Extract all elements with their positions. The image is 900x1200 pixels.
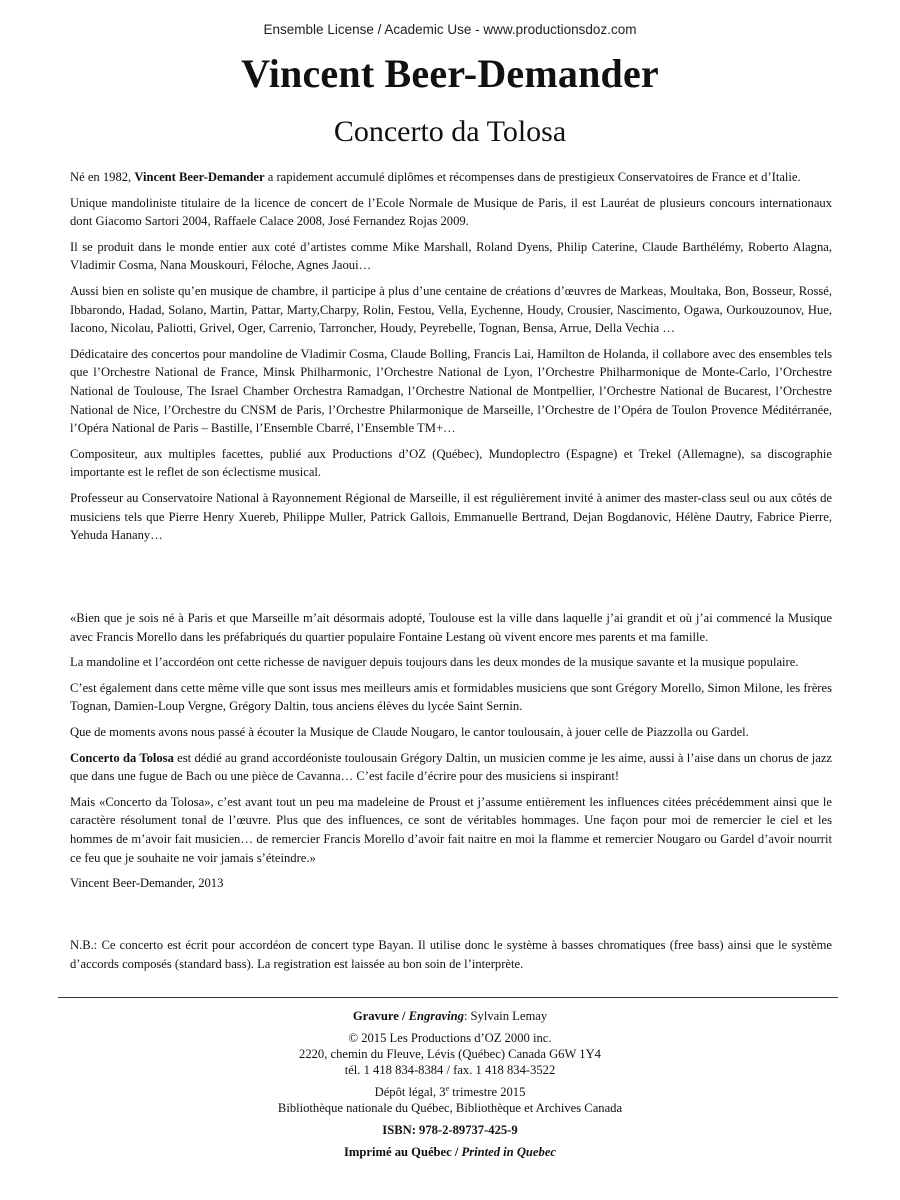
license-notice: Ensemble License / Academic Use - www.productionsdoz.com <box>263 22 637 37</box>
bio-paragraph: Professeur au Conservatoire National à Rayonnement Régional de Marseille, il est régulièrement invité à animer des master-class seul ou aux côtés de musiciens tels que Pierre Henry Xuereb, Philippe Muller, Patrick Gallois, Emmanuelle Bertrand, Dejan Bogdanovic, Hélène Dautry, Fabrice Pierre, Yehuda Hanany… <box>70 490 832 543</box>
work-title-inline: Concerto da Tolosa <box>70 750 174 765</box>
depot-superscript: e <box>445 1083 450 1093</box>
legal-deposit <box>0 1084 900 1116</box>
composer-name: Vincent Beer-Demander <box>241 51 659 96</box>
publisher-block <box>0 1030 900 1078</box>
isbn-text: ISBN: 978-2-89737-425-9 <box>382 1123 518 1137</box>
bio-paragraph: Il se produit dans le monde entier aux coté d’artistes comme Mike Marshall, Roland Dyens, Philip Caterine, Claude Barthélémy, Roberto Alagna, Vladimir Cosma, Nana Mouskouri, Féloche, Agnes Jaoui… <box>70 239 832 273</box>
depot-text: Dépôt légal, 3 <box>374 1085 446 1099</box>
bio-paragraph: Unique mandoliniste titulaire de la licence de concert de l’Ecole Normale de Musique de Paris, il est Lauréat de plusieurs concours internationaux dont Giacomo Sartori 2004, Raffaele Calace 2008, José Fernandez Rojas 2009. <box>70 195 832 229</box>
bio-paragraph: Dédicataire des concertos pour mandoline de Vladimir Cosma, Claude Bolling, Francis Lai, Hamilton de Holanda, il collabore avec des ensembles tels que l’Orchestre National de France, Minsk Philharmonic, l’Orchestre National de Lyon, l’Orchestre Philharmonique de Monte-Carlo, l’Orchestre National de Toulouse, The Israel Chamber Orchestra Ramadgan, l’Orchestre National de Montpellier, l’Orchestre National de Bucarest, l’Orchestre National de Nice, l’Orchestre du CNSM de Paris, l’Orchestre Philarmonique de Marseille, l’Orchestre de l’Opéra de Toulon Provence Méditérranée, l’Opéra National de Paris – Bastille, l’Ensemble Cbarré, l’Ensemble TM+… <box>70 346 832 436</box>
libraries: Bibliothèque nationale du Québec, Bibliothèque et Archives Canada <box>277 1101 623 1115</box>
composer-name-inline: Vincent Beer-Demander <box>134 170 265 184</box>
engraver-name: : Sylvain Lemay <box>463 1009 548 1023</box>
phone-fax: tél. 1 418 834-8384 / fax. 1 418 834-3522 <box>344 1063 556 1077</box>
copyright: © 2015 Les Productions d’OZ 2000 inc. <box>348 1031 552 1045</box>
bio-paragraph <box>70 168 832 187</box>
work-title: Concerto da Tolosa <box>333 115 567 148</box>
depot-text-2: trimestre 2015 <box>449 1085 526 1099</box>
gravure-label: Gravure / <box>352 1009 409 1023</box>
printed-en: Printed in Quebec <box>461 1145 556 1159</box>
isbn <box>0 1122 900 1138</box>
signature: Vincent Beer-Demander, 2013 <box>70 876 224 891</box>
printed-in <box>0 1144 900 1160</box>
depot-legal <box>0 1084 900 1100</box>
engraving-label: Engraving <box>408 1009 464 1023</box>
quote-paragraph: Mais «Concerto da Tolosa», c’est avant tout un peu ma madeleine de Proust et j’assume entièrement les influences citées précédemment ainsi que le caractère résolument tonal de l’œuvre. Plus que des influences, ce sont de véritables hommages. Une façon pour moi de remercier le ciel et les hommes de m’avoir fait musicien… de remercier Francis Morello d’avoir fait naitre en moi la flamme et remercier Nougaro ou Gardel d’avoir nourrit ce feu que je souhaite ne voir jamais s’éteindre.» <box>70 794 832 865</box>
publisher-credits <box>0 1008 900 1166</box>
performance-note: N.B.: Ce concerto est écrit pour accordéon de concert type Bayan. Il utilise donc le système à basses chromatiques (free bass) ainsi que le système d’accords composés (standard bass). La registration est laissée au bon soin de l’interprète. <box>70 938 832 971</box>
bio-text: Né en 1982, <box>70 170 135 184</box>
quote-paragraph: «Bien que je sois né à Paris et que Marseille m’ait désormais adopté, Toulouse est la ville dans laquelle j’ai grandit et où j’ai commencé la Musique avec Francis Morello dans les préfabriqués du quartier populaire Fontaine Lestang où vivent encore mes parents et ma famille. <box>70 611 832 644</box>
composer-statement <box>70 609 832 900</box>
quote-paragraph: La mandoline et l’accordéon ont cette richesse de naviguer depuis toujours dans les deux mondes de la musique savante et la musique populaire. <box>70 655 799 670</box>
address: 2220, chemin du Fleuve, Lévis (Québec) Canada G6W 1Y4 <box>299 1047 601 1061</box>
bio-paragraph: Aussi bien en soliste qu’en musique de chambre, il participe à plus d’une centaine de créations d’œuvres de Markeas, Moultaka, Bon, Bosseur, Rossé, Ibbarondo, Hadad, Solano, Martin, Pattar, Marty,Charpy, Rolin, Festou, Vella, Eychenne, Houdy, Crousier, Nascimento, Ogawa, Ourkouzounov, Hue, Iacono, Nicolau, Paliotti, Grivel, Oger, Carrenio, Tarroncher, Houdy, Peyrebelle, Tognan, Bensa, Arrue, Della Vechia … <box>70 283 832 336</box>
quote-text: est dédié au grand accordéoniste toulousain Grégory Daltin, un musicien comme je les aime, aussi à l’aise dans un chorus de jazz que dans une fugue de Bach ou une pièce de Cavanna… C’est facile d’écrire pour des musiciens si inspirant! <box>70 750 832 784</box>
engraving-credit <box>0 1008 900 1024</box>
bio-paragraph: Compositeur, aux multiples facettes, publié aux Productions d’OZ (Québec), Mundoplectro (Espagne) et Trekel (Allemagne), sa discographie importante est le reflet de son éclectisme musical. <box>70 446 832 480</box>
quote-paragraph: C’est également dans cette même ville que sont issus mes meilleurs amis et formidables musiciens que sont Grégory Morello, Simon Milone, les frères Tognan, Damien-Loup Vergne, Grégory Daltin, tous anciens élèves du lycée Saint Sernin. <box>70 680 832 714</box>
quote-paragraph <box>70 749 832 786</box>
divider <box>58 997 838 998</box>
quote-paragraph: Que de moments avons nous passé à écouter la Musique de Claude Nougaro, le cantor toulousain, à jouer celle de Piazzolla ou Gardel. <box>70 724 749 739</box>
bio-text: a rapidement accumulé diplômes et récompenses dans de prestigieux Conservatoires de France et d’Italie. <box>264 170 801 184</box>
printed-fr: Imprimé au Québec / <box>344 1145 462 1159</box>
biography <box>70 168 832 552</box>
